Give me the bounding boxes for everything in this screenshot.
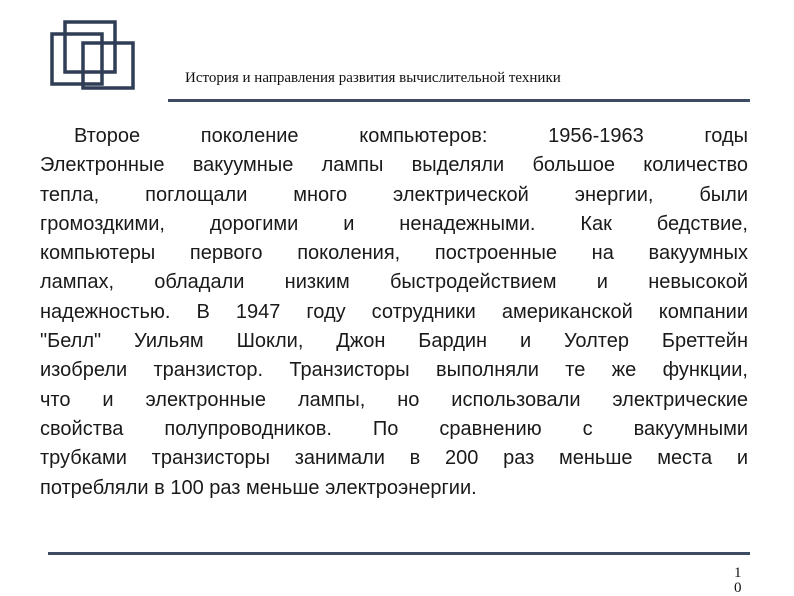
header-divider xyxy=(168,99,750,102)
page-number: 10 xyxy=(734,565,742,596)
footer-divider xyxy=(48,552,750,555)
body-line: тепла, поглощали много электрической энергии, были xyxy=(40,183,748,206)
body-line: компьютеры первого поколения, построенные на вакуумных xyxy=(40,242,748,265)
body-line: потребляли в 100 раз меньше электроэнергии. xyxy=(40,476,477,499)
body-line: "Белл" Уильям Шокли, Джон Бардин и Уолтер Бреттейн xyxy=(40,330,748,353)
body-line: громоздкими, дорогими и ненадежными. Как бедствие, xyxy=(40,212,748,235)
slide-title: История и направления развития вычислительной техники xyxy=(185,70,561,86)
body-line: лампах, обладали низким быстродействием и невысокой xyxy=(40,271,748,294)
logo-squares-icon xyxy=(50,20,140,90)
body-line: надежностью. В 1947 году сотрудники американской компании xyxy=(40,300,748,323)
body-line: трубками транзисторы занимали в 200 раз меньше места и xyxy=(40,447,748,470)
body-line: Электронные вакуумные лампы выделяли большое количество xyxy=(40,154,748,177)
body-line: свойства полупроводников. По сравнению с вакуумными xyxy=(40,417,748,440)
slide-body-text xyxy=(40,122,748,503)
body-line: что и электронные лампы, но использовали электрические xyxy=(40,388,748,411)
body-line: Второе поколение компьютеров: 1956-1963 годы xyxy=(74,125,748,147)
body-line: изобрели транзистор. Транзисторы выполняли те же функции, xyxy=(40,359,748,382)
